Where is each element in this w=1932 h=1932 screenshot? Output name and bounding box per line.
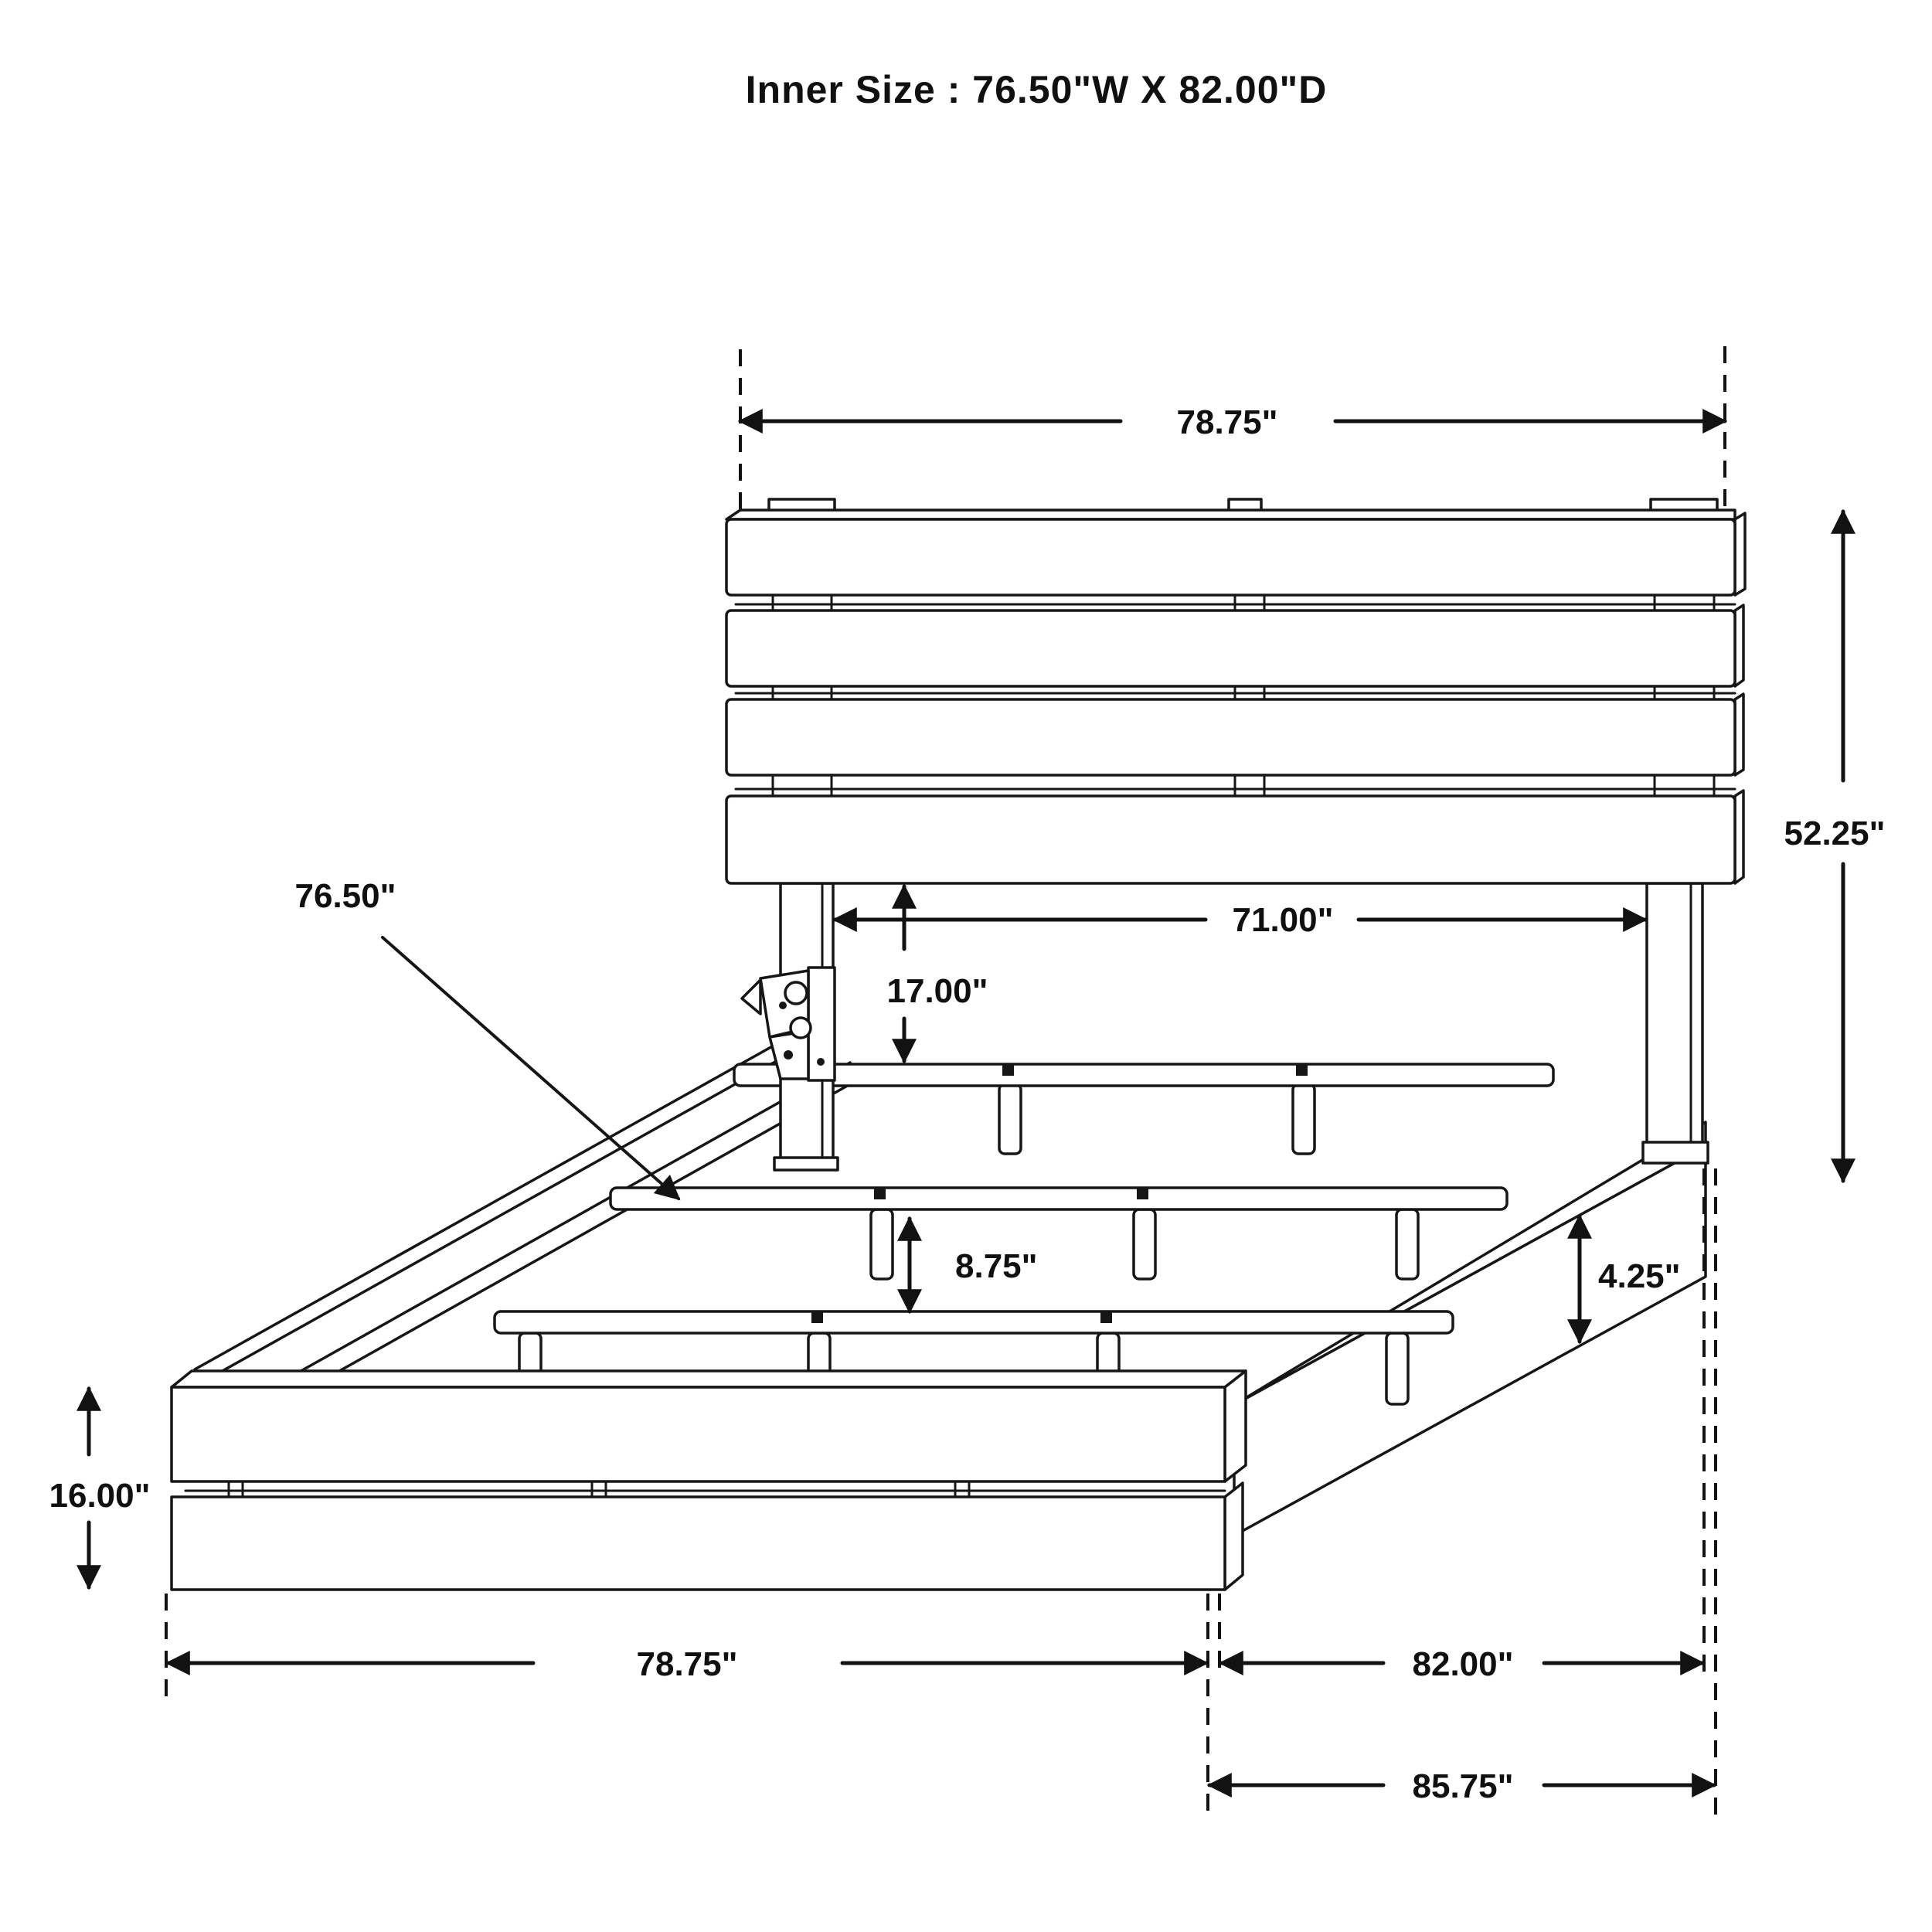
- dim-overall-depth: [1209, 1767, 1714, 1805]
- dim-label-inner-width: 71.00": [1232, 901, 1334, 939]
- dim-footboard-width: [166, 1594, 1206, 1696]
- dim-slat-support-height: [910, 1219, 1038, 1311]
- dim-label-headboard-width: 78.75": [1176, 403, 1278, 441]
- dim-slat-length: [295, 877, 679, 1199]
- headboard-leg-right: [1643, 883, 1708, 1163]
- dim-inner-width: [835, 901, 1645, 939]
- footboard-gap-connectors: [229, 1481, 969, 1497]
- dim-label-overall-depth: 85.75": [1412, 1767, 1514, 1805]
- dim-label-footboard-width: 78.75": [636, 1645, 738, 1683]
- dim-label-headboard-height: 52.25": [1784, 815, 1886, 852]
- dim-headboard-height: [1784, 512, 1886, 1181]
- dim-label-inner-depth: 82.00": [1412, 1645, 1514, 1683]
- dim-label-slat-length: 76.50": [294, 877, 396, 915]
- dim-headboard-clearance: [887, 886, 988, 1061]
- mattress-slat: [611, 1188, 1507, 1279]
- headboard: [726, 499, 1745, 883]
- mattress-slat: [734, 1064, 1553, 1154]
- footboard: [172, 1371, 1246, 1590]
- diagram-title: Inner Size : 76.50"W X 82.00"D: [745, 68, 1328, 111]
- dim-headboard-width: [740, 346, 1725, 510]
- dim-label-footboard-height: 16.00": [49, 1477, 151, 1515]
- dim-label-side-rail-height: 4.25": [1598, 1257, 1681, 1295]
- dim-label-slat-support-height: 8.75": [955, 1247, 1038, 1285]
- dim-label-headboard-clearance: 17.00": [886, 972, 988, 1010]
- dim-footboard-height: [49, 1389, 151, 1587]
